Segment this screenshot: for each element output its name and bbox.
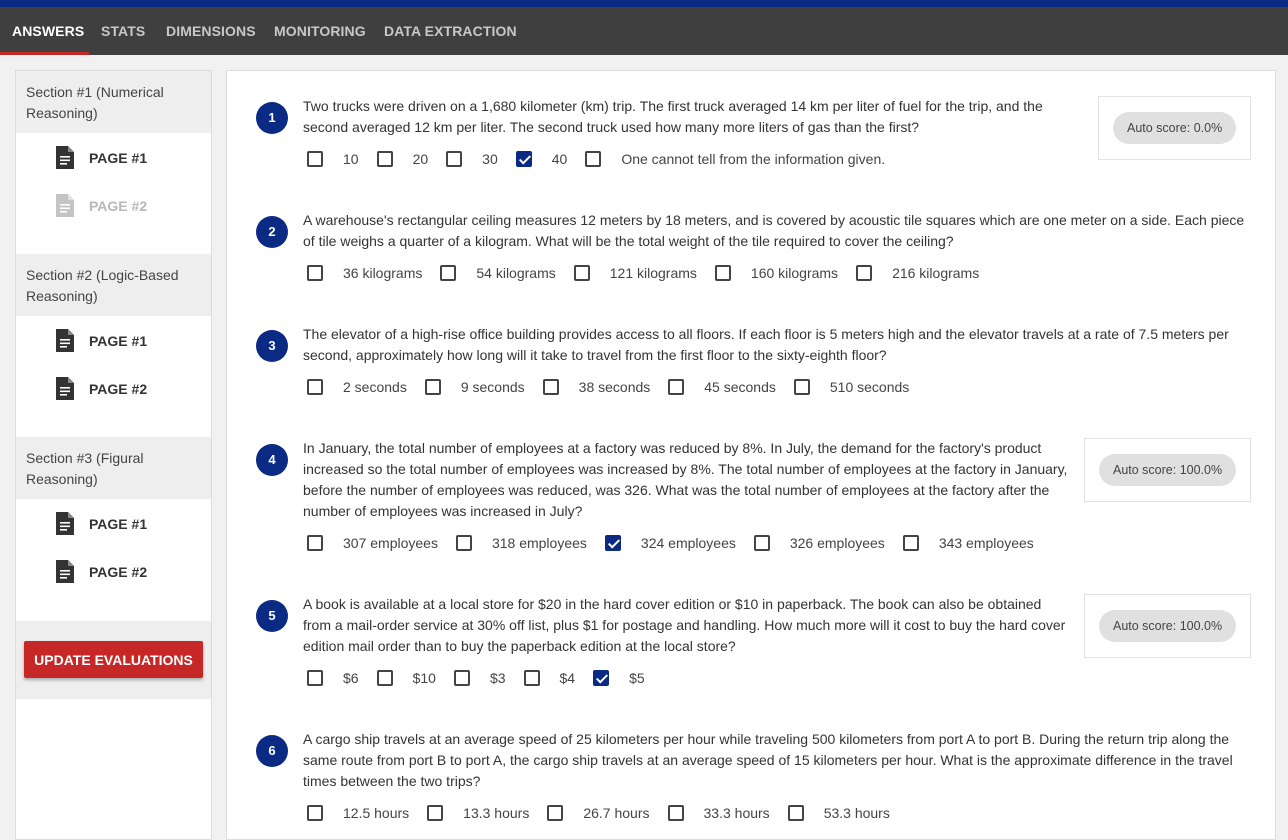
checkbox[interactable] [794, 379, 810, 395]
answer-option[interactable] [454, 670, 506, 686]
checkbox-checked[interactable] [605, 535, 621, 551]
document-icon [56, 560, 74, 583]
checkbox[interactable] [903, 535, 919, 551]
question-text: A warehouse's rectangular ceiling measures 12 meters by 18 meters, and is covered by acoustic tile squares which are one meter on a side. Each piece of tile weighs a quarter of a kilogram. What will be the total weight of the tile required to cover the ceiling? [303, 212, 1245, 249]
answer-label: 53.3 hours [823, 805, 890, 821]
auto-score-box [1084, 594, 1251, 658]
update-panel [16, 621, 211, 699]
tab-monitoring[interactable]: MONITORING [274, 23, 366, 39]
checkbox[interactable] [585, 151, 601, 167]
answer-option[interactable] [427, 805, 529, 821]
checkbox[interactable] [425, 379, 441, 395]
answer-option[interactable] [574, 265, 697, 281]
checkbox[interactable] [427, 805, 443, 821]
answer-label: 45 seconds [704, 379, 776, 395]
answer-option[interactable] [377, 670, 436, 686]
auto-score-chip: Auto score: 100.0% [1099, 454, 1236, 486]
answer-options [307, 376, 927, 398]
checkbox[interactable] [574, 265, 590, 281]
checkbox-checked[interactable] [593, 670, 609, 686]
answer-option[interactable] [377, 151, 429, 167]
section-2-page-1-link[interactable] [16, 319, 211, 363]
checkbox[interactable] [668, 379, 684, 395]
document-icon [56, 194, 74, 217]
page-link-label: PAGE #1 [89, 333, 148, 349]
answer-label: 10 [343, 151, 359, 167]
question-number-badge: 1 [256, 102, 288, 134]
page-link-label: PAGE #2 [89, 198, 148, 214]
document-icon [56, 377, 74, 400]
checkbox[interactable] [456, 535, 472, 551]
answer-label: 216 kilograms [892, 265, 980, 281]
answer-options [307, 148, 903, 170]
answer-option[interactable] [903, 535, 1034, 551]
section-1-page-2-link[interactable] [16, 184, 211, 228]
answer-option[interactable] [456, 535, 587, 551]
answer-option[interactable] [307, 805, 409, 821]
checkbox[interactable] [446, 151, 462, 167]
answer-option[interactable] [307, 151, 359, 167]
tab-answers[interactable]: ANSWERS [12, 23, 85, 39]
answer-label: 13.3 hours [463, 805, 530, 821]
answer-label: $4 [559, 670, 576, 686]
answer-label: 121 kilograms [609, 265, 697, 281]
answer-label: 20 [412, 151, 429, 167]
question-text: Two trucks were driven on a 1,680 kilometer (km) trip. The first truck averaged 14 km per liter of fuel for the trip, and the second averaged 12 km per liter. The second truck used how many more liters of gas than the first? [303, 98, 1043, 135]
answer-label: 40 [551, 151, 568, 167]
checkbox[interactable] [524, 670, 540, 686]
answer-label: 510 seconds [829, 379, 910, 395]
question-number-badge: 2 [256, 216, 288, 248]
answer-option[interactable] [307, 670, 359, 686]
tab-data-extraction[interactable]: DATA EXTRACTION [384, 23, 517, 39]
document-icon [56, 329, 74, 352]
section-2-page-2-link[interactable] [16, 367, 211, 411]
tab-dimensions[interactable]: DIMENSIONS [166, 23, 256, 39]
answer-label: One cannot tell from the information given. [621, 151, 886, 167]
checkbox[interactable] [307, 151, 323, 167]
question-text: A book is available at a local store for $20 in the hard cover edition or $10 in paperback. The book can also be obtained from a mail-order service at 30% off list, plus $1 for postage and handling. How much more will it cost to buy the hard cover edition mail order than to buy the paperback edition at the local store? [303, 596, 1066, 654]
checkbox[interactable] [454, 670, 470, 686]
question-number-badge: 3 [256, 330, 288, 362]
answer-option[interactable] [440, 265, 555, 281]
section-1-title: Section #1 (Numerical Reasoning) [16, 71, 211, 133]
page-link-label: PAGE #1 [89, 150, 148, 166]
answer-label: 324 employees [640, 535, 736, 551]
checkbox[interactable] [547, 805, 563, 821]
tab-bar [0, 7, 1288, 55]
answer-label: $3 [489, 670, 506, 686]
top-accent-bar [0, 0, 1288, 7]
page-link-label: PAGE #1 [89, 516, 148, 532]
answer-option[interactable] [425, 379, 525, 395]
checkbox[interactable] [307, 379, 323, 395]
answers-panel [226, 70, 1276, 840]
answer-option[interactable] [715, 265, 838, 281]
answer-option[interactable] [754, 535, 885, 551]
answer-label: 307 employees [343, 535, 438, 551]
answer-label: 12.5 hours [343, 805, 410, 821]
answer-label: 2 seconds [343, 379, 407, 395]
answer-label: 318 employees [491, 535, 587, 551]
checkbox[interactable] [754, 535, 770, 551]
answer-option[interactable] [794, 379, 909, 395]
page-link-label: PAGE #2 [89, 381, 148, 397]
checkbox[interactable] [307, 805, 323, 821]
page-link-label: PAGE #2 [89, 564, 148, 580]
answer-label: $6 [343, 670, 359, 686]
answer-label: 343 employees [938, 535, 1034, 551]
answer-label: 26.7 hours [583, 805, 650, 821]
answer-options [307, 532, 1052, 554]
auto-score-chip: Auto score: 100.0% [1099, 610, 1236, 642]
section-3-page-1-link[interactable] [16, 502, 211, 546]
checkbox[interactable] [543, 379, 559, 395]
checkbox[interactable] [440, 265, 456, 281]
checkbox[interactable] [307, 670, 323, 686]
answer-option[interactable] [307, 265, 422, 281]
auto-score-box [1098, 96, 1251, 160]
update-evaluations-button[interactable]: UPDATE EVALUATIONS [24, 641, 203, 678]
checkbox[interactable] [307, 535, 323, 551]
question-number-badge: 6 [256, 735, 288, 767]
answer-option[interactable] [524, 670, 576, 686]
section-2-title: Section #2 (Logic-Based Reasoning) [16, 254, 211, 316]
checkbox[interactable] [307, 265, 323, 281]
answer-option[interactable] [516, 151, 568, 167]
answer-options [307, 667, 663, 689]
answer-label: 30 [482, 151, 498, 167]
checkbox[interactable] [377, 151, 393, 167]
checkbox[interactable] [377, 670, 393, 686]
checkbox-checked[interactable] [516, 151, 532, 167]
answer-label: 160 kilograms [750, 265, 839, 281]
answer-option[interactable] [856, 265, 979, 281]
question-number-badge: 4 [256, 444, 288, 476]
checkbox[interactable] [668, 805, 684, 821]
answer-option[interactable] [788, 805, 890, 821]
question-text: A cargo ship travels at an average speed of 25 kilometers per hour while traveling 500 kilometers from port A to port B. During the return trip along the same route from port B to port A, the cargo ship travels at an average speed of 15 kilometers per hour. What is the approximate difference in the travel times between the two trips? [303, 731, 1233, 789]
answer-option[interactable] [593, 670, 645, 686]
answer-label: 326 employees [789, 535, 885, 551]
answer-option[interactable] [668, 379, 776, 395]
checkbox[interactable] [715, 265, 731, 281]
document-icon [56, 146, 74, 169]
answer-label: 38 seconds [578, 379, 651, 395]
answer-options [307, 802, 908, 824]
answer-label: 36 kilograms [343, 265, 423, 281]
answer-label: $5 [629, 670, 645, 686]
section-sidebar [15, 70, 212, 840]
answer-option[interactable] [543, 379, 651, 395]
answer-label: 54 kilograms [476, 265, 556, 281]
answer-option[interactable] [547, 805, 649, 821]
checkbox[interactable] [788, 805, 804, 821]
answer-option[interactable] [668, 805, 770, 821]
answer-label: 9 seconds [460, 379, 525, 395]
question-text: In January, the total number of employees at a factory was reduced by 8%. In July, the demand for the factory's product increased so the total number of employees was increased by 8%. The total number of employees at the factory in January, before the number of employees was reduced, was 326. What was the total number of employees at the factory after the number of employees was increased in July? [303, 440, 1068, 519]
answer-option[interactable] [307, 535, 438, 551]
auto-score-chip: Auto score: 0.0% [1113, 112, 1236, 144]
answer-option[interactable] [307, 379, 407, 395]
section-3-page-2-link[interactable] [16, 550, 211, 594]
answer-option[interactable] [605, 535, 736, 551]
answer-label: $10 [412, 670, 436, 686]
section-3-title: Section #3 (Figural Reasoning) [16, 437, 211, 499]
answer-option[interactable] [446, 151, 498, 167]
auto-score-box [1084, 438, 1251, 502]
active-tab-indicator [0, 52, 89, 55]
answer-options [307, 262, 997, 284]
answer-option[interactable] [585, 151, 885, 167]
document-icon [56, 512, 74, 535]
tab-stats[interactable]: STATS [101, 23, 146, 39]
answer-label: 33.3 hours [703, 805, 770, 821]
question-text: The elevator of a high-rise office building provides access to all floors. If each floor is 5 meters high and the elevator travels at a rate of 7.5 meters per second, approximately how long will it take to travel from the first floor to the sixty-eighth floor? [303, 326, 1229, 363]
question-number-badge: 5 [256, 600, 288, 632]
section-1-page-1-link[interactable] [16, 136, 211, 180]
checkbox[interactable] [856, 265, 872, 281]
